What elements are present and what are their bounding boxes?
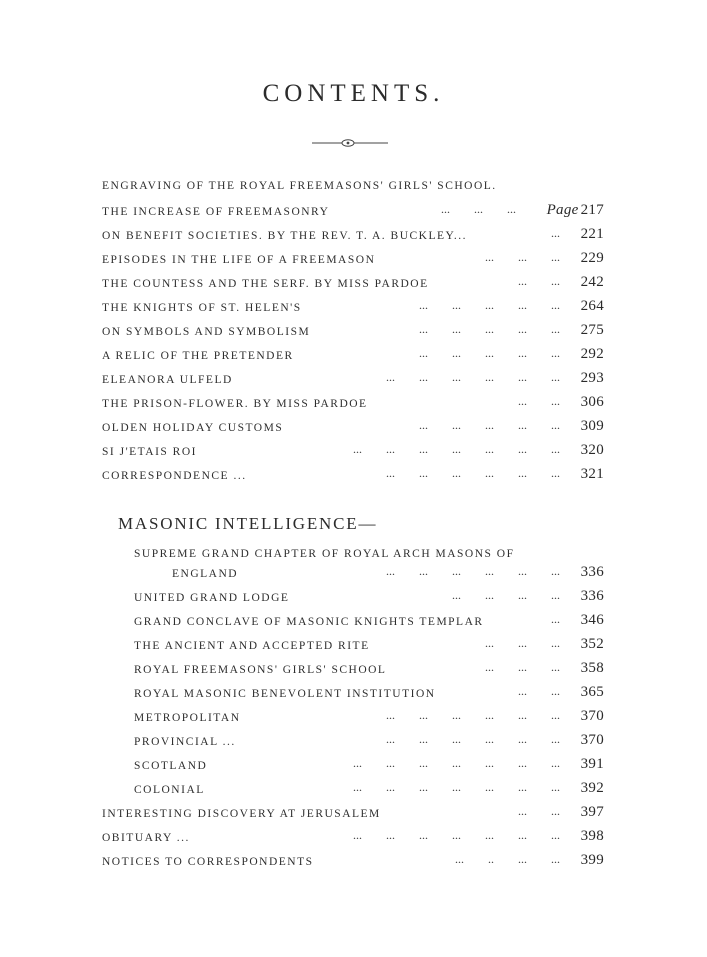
toc-entry: THE INCREASE OF FREEMASONRY ... ... ... Page 217 [102, 202, 604, 218]
toc-subentry: COLONIAL ... ... ... ... ... ... ... 392 [134, 780, 604, 796]
toc-entry: ENGRAVING OF THE ROYAL FREEMASONS' GIRLS' SCHOOL. [102, 180, 497, 192]
toc-entry: EPISODES IN THE LIFE OF A FREEMASON ... ... ... 229 [102, 250, 604, 266]
toc-entry: SI J'ETAIS ROI ... ... ... ... ... ... ... 320 [102, 442, 604, 458]
toc-subentry: PROVINCIAL ... ... ... ... ... ... ... 370 [134, 732, 604, 748]
toc-entry: INTERESTING DISCOVERY AT JERUSALEM ... ... 397 [102, 804, 604, 820]
toc-subentry: METROPOLITAN ... ... ... ... ... ... 370 [134, 708, 604, 724]
toc-entry: THE PRISON-FLOWER. BY MISS PARDOE ... ... 306 [102, 394, 604, 410]
toc-entry: THE COUNTESS AND THE SERF. BY MISS PARDOE ... ... 242 [102, 274, 604, 290]
toc-subentry: SCOTLAND ... ... ... ... ... ... ... 391 [134, 756, 604, 772]
page-title: CONTENTS. [262, 80, 445, 107]
toc-subentry: THE ANCIENT AND ACCEPTED RITE ... ... ... 352 [134, 636, 604, 652]
toc-entry: THE KNIGHTS OF ST. HELEN'S ... ... ... ... ... 264 [102, 298, 604, 314]
toc-entry: A RELIC OF THE PRETENDER ... ... ... ... ... 292 [102, 346, 604, 362]
toc-entry: NOTICES TO CORRESPONDENTS ... .. ... ... 399 [102, 852, 604, 868]
toc-subentry: ROYAL MASONIC BENEVOLENT INSTITUTION ... ... 365 [134, 684, 604, 700]
toc-entry: ON BENEFIT SOCIETIES. BY THE REV. T. A. BUCKLEY... ... 221 [102, 226, 604, 242]
toc-subentry-continuation: ENGLAND ... ... ... ... ... ... 336 [172, 564, 604, 580]
toc-entry: OLDEN HOLIDAY CUSTOMS ... ... ... ... ... 309 [102, 418, 604, 434]
toc-subentry: ROYAL FREEMASONS' GIRLS' SCHOOL ... ... ... 358 [134, 660, 604, 676]
toc-entry: OBITUARY ... ... ... ... ... ... ... ... 398 [102, 828, 604, 844]
toc-subentry: SUPREME GRAND CHAPTER OF ROYAL ARCH MASONS OF [134, 548, 515, 560]
toc-subentry: UNITED GRAND LODGE ... ... ... ... 336 [134, 588, 604, 604]
toc-subentry: GRAND CONCLAVE OF MASONIC KNIGHTS TEMPLAR ... 346 [134, 612, 604, 628]
toc-entry: CORRESPONDENCE ... ... ... ... ... ... ... 321 [102, 466, 604, 482]
toc-entry: ELEANORA ULFELD ... ... ... ... ... ... 293 [102, 370, 604, 386]
toc-entry: ON SYMBOLS AND SYMBOLISM ... ... ... ... ... 275 [102, 322, 604, 338]
section-heading: MASONIC INTELLIGENCE— [118, 514, 378, 533]
